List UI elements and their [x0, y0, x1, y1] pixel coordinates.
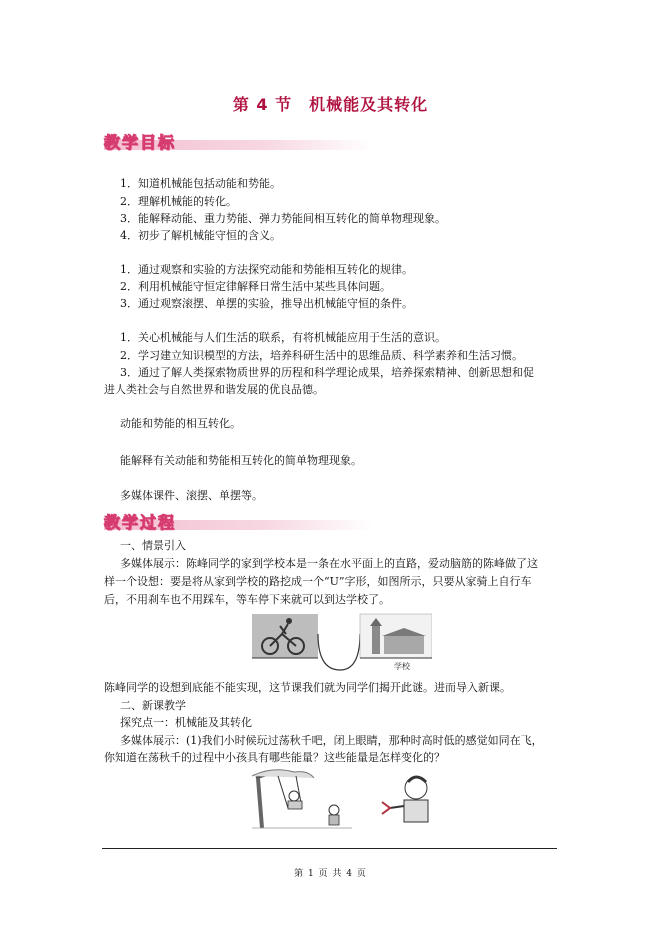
emotion-item-2: 2．学习建立知识模型的方法，培养科研生活中的思维品质、科学素养和生活习惯。	[120, 349, 523, 362]
paragraph-line: 多媒体展示：(1)我们小时候玩过荡秋千吧，闭上眼睛，那种时高时低的感觉如同在飞，	[120, 734, 543, 747]
emotion-item-3a: 3．通过了解人类探索物质世界的历程和科学理论成果，培养探索精神、创新思想和促	[120, 366, 534, 379]
u-road-path	[318, 634, 360, 670]
swing-figure	[252, 768, 446, 830]
section-label: 教学过程	[104, 513, 177, 532]
school-label: 学校	[394, 662, 410, 671]
knowledge-item-3: 3．能解释动能、重力势能、弹力势能间相互转化的简单物理现象。	[120, 212, 446, 225]
paragraph-line: 后，不用刹车也不用踩车，等车停下来就可以到达学校了。	[104, 593, 390, 606]
child-head-icon	[289, 791, 299, 801]
teaching-prep: 多媒体课件、滚摆、单摆等。	[120, 489, 263, 502]
section-banner-objectives	[104, 130, 372, 152]
emotion-item-3b: 进人类社会与自然世界和谐发展的优良品德。	[104, 383, 324, 396]
swing-rope	[278, 776, 288, 808]
section-label: 教学目标	[104, 133, 177, 152]
difficult-point: 能解释有关动能和势能相互转化的简单物理现象。	[120, 454, 362, 467]
tower-icon	[372, 626, 380, 654]
subsection-heading-1: 一、情景引入	[120, 539, 186, 552]
tree-trunk-icon	[258, 778, 262, 828]
paragraph-line: 你知道在荡秋千的过程中小孩具有哪些能量？这些能量是怎样变化的？	[104, 751, 445, 764]
child-head-icon	[329, 805, 339, 815]
boy-body-icon	[404, 800, 428, 822]
cyclist-head-icon	[286, 618, 292, 624]
slingshot-icon	[382, 802, 390, 814]
knowledge-item-4: 4．初步了解机械能守恒的含义。	[120, 229, 281, 242]
paragraph-line: 陈峰同学的设想到底能不能实现，这节课我们就为同学们揭开此谜。进而导入新课。	[104, 681, 511, 694]
page-title: 第 4 节 机械能及其转化	[232, 95, 429, 114]
building-icon	[384, 636, 424, 654]
knowledge-item-2: 2．理解机械能的转化。	[120, 195, 237, 208]
footer-divider	[102, 848, 557, 849]
child-body-icon	[288, 801, 302, 809]
paragraph-line: 样一个设想：要是将从家到学校的路挖成一个“U”字形，如图所示，只要从家骑上自行车	[104, 575, 532, 588]
process-item-1: 1．通过观察和实验的方法探究动能和势能相互转化的规律。	[120, 263, 413, 276]
child-body-icon	[329, 815, 339, 825]
u-shaped-road-figure	[252, 612, 432, 674]
process-item-2: 2．利用机械能守恒定律解释日常生活中某些具体问题。	[120, 280, 391, 293]
paragraph-line: 多媒体展示：陈峰同学的家到学校本是一条在水平面上的直路，爱动脑筋的陈峰做了这	[120, 557, 538, 570]
emotion-item-1: 1．关心机械能与人们生活的联系，有将机械能应用于生活的意识。	[120, 331, 446, 344]
section-banner-process	[104, 510, 372, 532]
exploration-point-1: 探究点一：机械能及其转化	[120, 716, 252, 729]
process-item-3: 3．通过观察滚摆、单摆的实验，推导出机械能守恒的条件。	[120, 297, 413, 310]
page-number: 第 1 页 共 4 页	[294, 869, 367, 879]
knowledge-item-1: 1．知道机械能包括动能和势能。	[120, 177, 281, 190]
subsection-heading-2: 二、新课教学	[120, 699, 186, 712]
key-point: 动能和势能的相互转化。	[120, 417, 241, 430]
boy-arm-icon	[390, 806, 404, 808]
